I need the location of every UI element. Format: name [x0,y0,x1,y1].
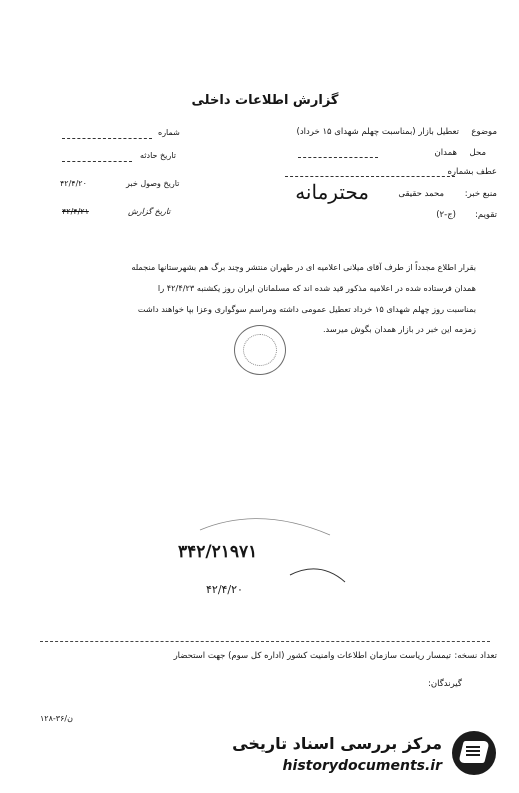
followup-label: عطف بشماره [447,167,497,177]
report-date-value: ۴۲/۴/۲۱ [62,207,89,216]
recipients-label: گیرندگان: [428,679,462,689]
source-grade: محترمانه [295,180,369,204]
followup-dots [285,176,455,177]
source-label: منبع خبر: [464,189,497,199]
form-code: ۱۲۸-۳۶/ن [40,714,73,723]
watermark-site: historydocuments.ir [282,758,442,774]
footer-rule [40,641,490,642]
location-label: محل [469,148,486,158]
round-stamp [234,325,286,375]
location-value: همدان [434,148,457,158]
archive-logo-icon [452,731,496,775]
subject-value: تعطیل بازار (بمناسبت چهلم شهدای ۱۵ خرداد) [296,127,459,137]
incident-date-dots [62,161,132,162]
body-line-2: همدان فرستاده شده در اعلامیه مذکور قید شده اند که مسلمانان ایران روز یکشنبه ۴۲/۴/۲۳ را [157,283,476,293]
report-date-label: تاریخ گزارش [128,207,171,216]
number-dots [62,138,152,139]
distribution-text: تیمسار ریاست سازمان اطلاعات وامنیت کشور (اداره کل سوم) جهت استحضار [173,651,451,661]
incident-date-label: تاریخ حادثه [140,151,176,160]
document-title: گزارش اطلاعات داخلی [191,93,339,108]
received-label: تاریخ وصول خبر [126,179,180,188]
watermark-name: مرکز بررسی اسناد تاریخی [232,734,442,753]
handwritten-date: ۴۲/۴/۲۰ [206,583,243,596]
handwritten-number: ۳۴۲/۲۱۹۷۱ [178,542,258,562]
body-line-1: بقرار اطلاع مجدداً از طرف آقای میلانی اعلامیه ای در طهران منتشر وچند برگ هم بشهرستانها منجمله [131,262,476,272]
number-label: شماره [158,128,180,137]
rating-value: (ج-۲) [436,210,456,220]
subject-label: موضوع [471,127,497,137]
body-line-4: زمزمه این خبر در بازار همدان بگوش میرسد. [322,324,476,334]
source-value: محمد حقیقی [398,189,444,199]
received-value: ۴۲/۴/۲۰ [60,179,87,188]
distribution-label: تعداد نسخه: [454,651,497,661]
location-dots [298,157,378,158]
rating-label: تقویم: [475,210,497,220]
body-line-3: بمناسبت روز چهلم شهدای ۱۵ خرداد تعطیل عمومی داشته ومراسم سوگواری وعزا بپا خواهند داشت [137,304,476,314]
